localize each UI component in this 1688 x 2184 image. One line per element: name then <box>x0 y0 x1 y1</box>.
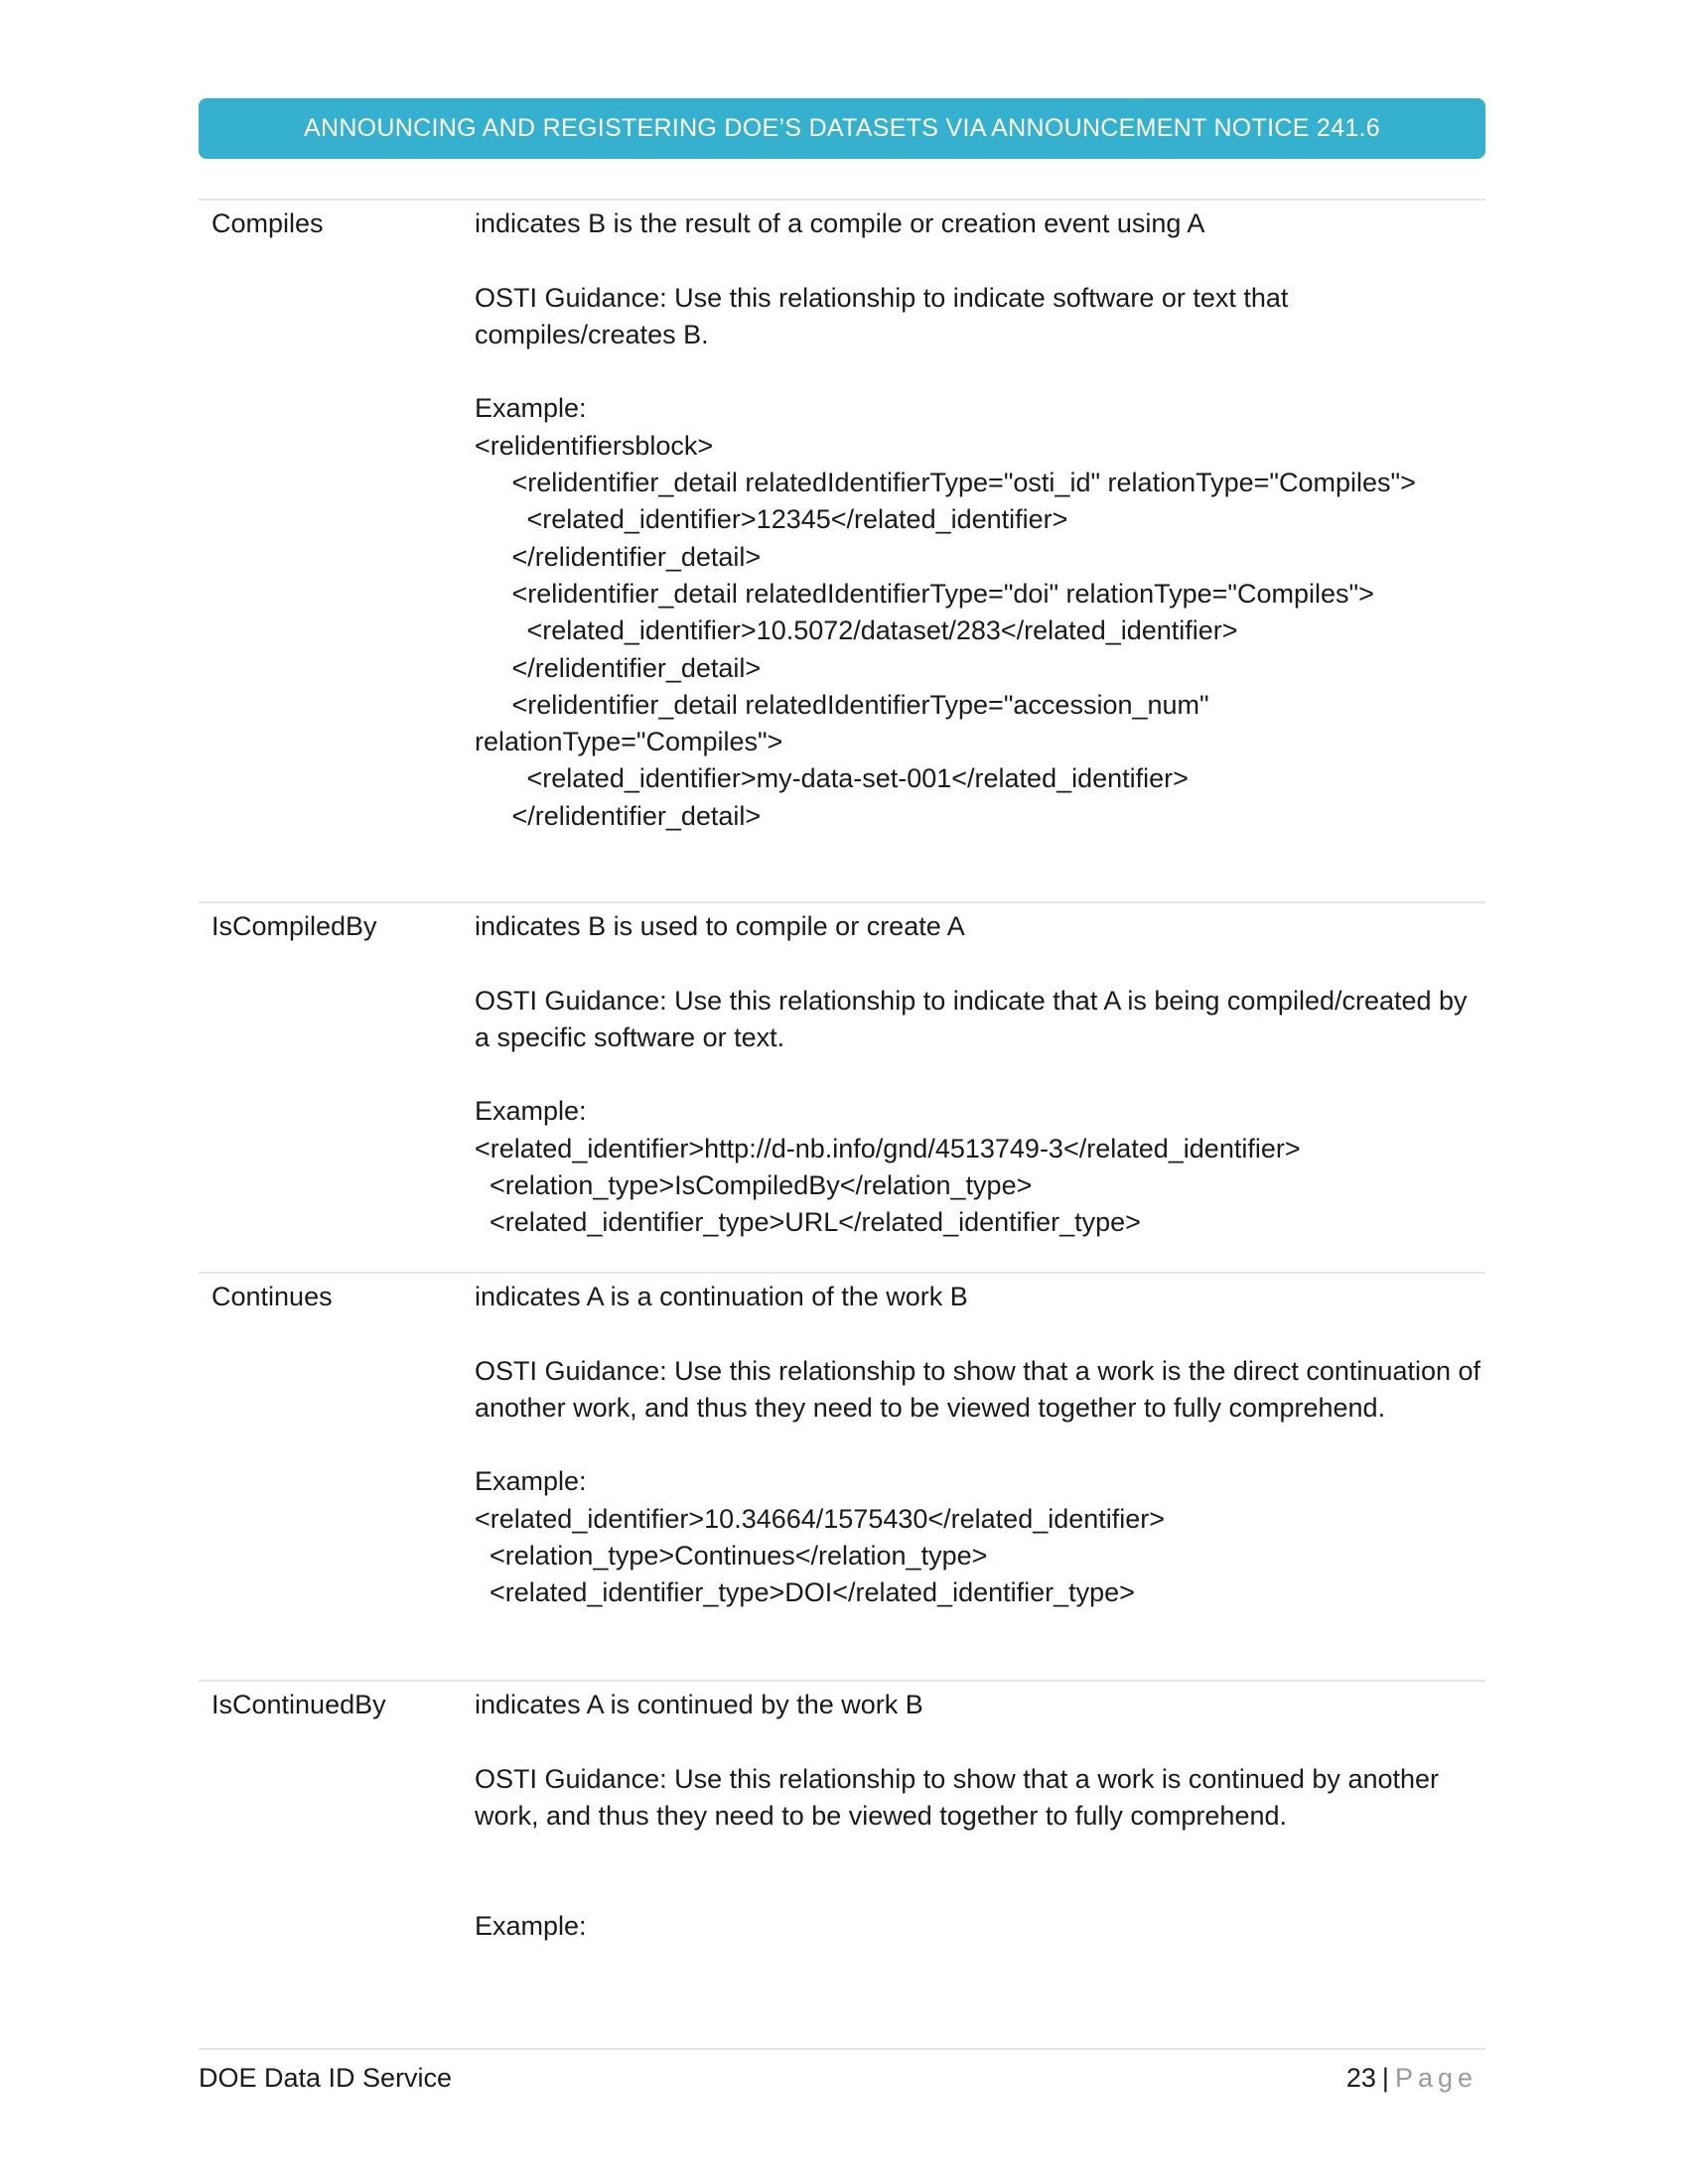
osti-guidance: OSTI Guidance: Use this relationship to show that a work is continued by another work, and thus they need to be viewed together to fully comprehend. <box>475 1763 1440 1831</box>
example-code-line: <relidentifier_detail relatedIdentifierType="accession_num" relationType="Compiles"> <box>475 689 1217 757</box>
example-label: Example: <box>475 1096 587 1127</box>
page-word: Page <box>1394 2063 1477 2093</box>
relation-definition: indicates B is the result of a compile or creation event using A <box>475 208 1205 238</box>
relation-description-cell <box>475 903 1485 1242</box>
example-code-line: <related_identifier_type>URL</related_identifier_type> <box>475 1207 1141 1238</box>
relation-definition: indicates B is used to compile or create A <box>475 911 965 941</box>
page-header-banner <box>199 98 1485 159</box>
osti-guidance: OSTI Guidance: Use this relationship to indicate software or text that compiles/creates B. <box>475 282 1289 349</box>
example-code-line: <related_identifier>my-data-set-001</related_identifier> <box>475 763 1189 794</box>
table-row <box>199 201 1485 903</box>
example-label: Example: <box>475 1466 587 1497</box>
example-code-line: </relidentifier_detail> <box>475 800 762 831</box>
relation-type-name: IsCompiledBy <box>211 911 377 941</box>
example-block <box>475 390 1485 835</box>
page-number-group <box>1346 2060 1477 2096</box>
relation-description-cell <box>475 201 1485 835</box>
table-row <box>199 903 1485 1274</box>
example-label: Example: <box>475 393 587 424</box>
osti-guidance: OSTI Guidance: Use this relationship to indicate that A is being compiled/created by a specific software or text. <box>475 985 1468 1052</box>
example-code-line: <relidentifiersblock> <box>475 430 714 461</box>
relation-description-cell <box>475 1274 1485 1612</box>
example-block <box>475 1908 1485 1945</box>
example-block <box>475 1093 1485 1241</box>
example-label: Example: <box>475 1911 587 1942</box>
relation-definition: indicates A is a continuation of the work B <box>475 1282 968 1311</box>
relation-description-cell <box>475 1682 1485 1945</box>
table-row <box>199 1274 1485 1682</box>
page-number: 23 <box>1345 2063 1376 2093</box>
example-code-line: <relidentifier_detail relatedIdentifierType="doi" relationType="Compiles"> <box>475 578 1374 609</box>
relationship-table <box>199 199 1485 1979</box>
osti-guidance: OSTI Guidance: Use this relationship to show that a work is the direct continuation of another work, and thus they need to be viewed together to fully comprehend. <box>475 1355 1481 1423</box>
table-row <box>199 1682 1485 1979</box>
example-code-line: </relidentifier_detail> <box>475 652 762 683</box>
page-footer <box>199 2048 1485 2093</box>
example-code-line: <related_identifier>12345</related_identifier> <box>475 504 1068 535</box>
footer-separator: | <box>1381 2063 1389 2093</box>
relation-type-name: Compiles <box>211 208 324 238</box>
example-code-line: </relidentifier_detail> <box>475 541 762 572</box>
example-code-line: <related_identifier>10.34664/1575430</related_identifier> <box>475 1503 1166 1534</box>
footer-service-name: DOE Data ID Service <box>199 2063 453 2093</box>
relation-type-name: Continues <box>211 1282 333 1311</box>
page-header-title: ANNOUNCING AND REGISTERING DOE’S DATASETS VIA ANNOUNCEMENT NOTICE 241.6 <box>304 114 1380 142</box>
relation-type-name: IsContinuedBy <box>211 1690 386 1719</box>
example-block <box>475 1463 1485 1611</box>
example-code-line: <related_identifier>http://d-nb.info/gnd/4513749-3</related_identifier> <box>475 1133 1301 1163</box>
example-code-line: <relidentifier_detail relatedIdentifierType="osti_id" relationType="Compiles"> <box>475 468 1416 498</box>
example-code-line: <relation_type>Continues</relation_type> <box>475 1541 988 1571</box>
example-code-line: <relation_type>IsCompiledBy</relation_type> <box>475 1170 1033 1201</box>
example-code-line: <related_identifier_type>DOI</related_identifier_type> <box>475 1577 1135 1608</box>
example-code-line: <related_identifier>10.5072/dataset/283</related_identifier> <box>475 615 1238 646</box>
relation-definition: indicates A is continued by the work B <box>475 1690 923 1719</box>
